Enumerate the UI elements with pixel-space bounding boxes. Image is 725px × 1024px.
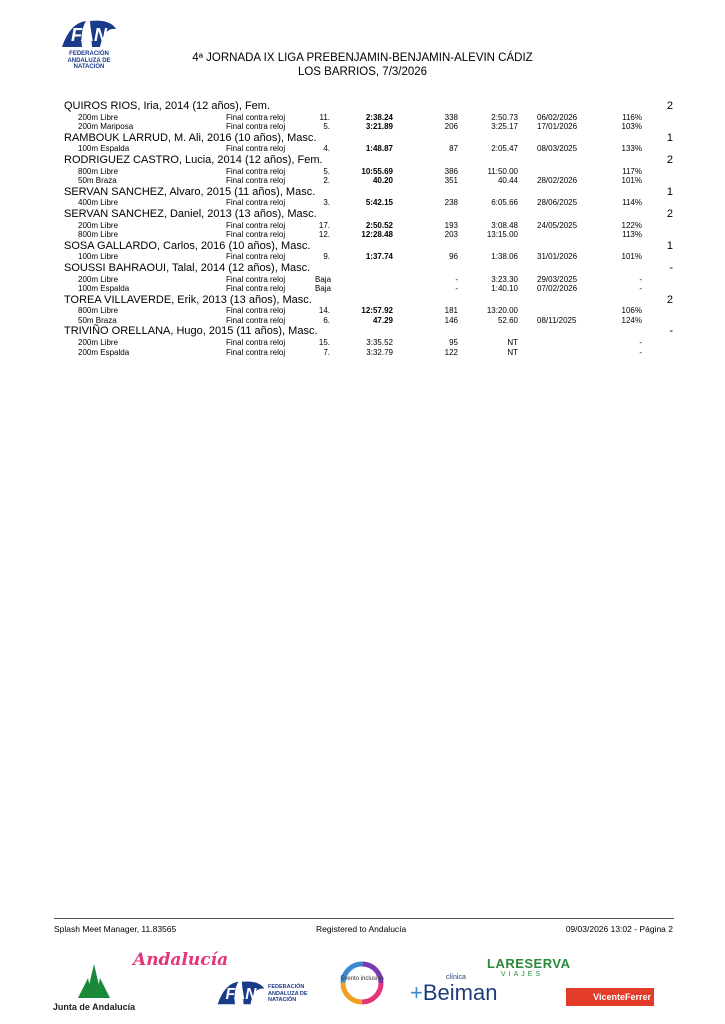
event-row [0,176,725,186]
swimmer-event-count: - [669,325,673,338]
event-name: 200m Libre [78,112,119,122]
event-row [0,275,725,285]
viajes-label: VIAJES [501,971,544,978]
event-percentage: 101% [621,252,642,262]
event-row [0,198,725,208]
vicente-ferrer-logo [566,988,654,1006]
swimmer-name: SOSA GALLARDO, Carlos, 2016 (10 años), Masc. [64,239,311,252]
event-place: 4. [323,144,330,154]
swimmer-event-count: 2 [666,207,673,220]
swimmer-event-count: - [669,261,673,274]
footer-software: Splash Meet Manager, 11.83565 [54,924,177,934]
swimmer-name: RAMBOUK LARRUD, M. Ali, 2016 (10 años), Masc. [64,131,317,144]
event-entry-time: 1:40.10 [491,284,518,294]
event-name: 800m Libre [78,230,119,240]
event-row [0,348,725,358]
event-time: 2:38.24 [365,112,393,122]
lareserva-label: LARESERVA [487,956,571,971]
swimmer-row [0,262,725,275]
event-entry-time: 13:15.00 [486,230,518,240]
event-place: 11. [319,112,330,122]
swimmer-event-count: 1 [666,185,673,198]
event-points: 338 [444,112,458,122]
swimmer-event-count: 2 [666,153,673,166]
event-points: - [455,274,458,284]
event-time: 2:50.52 [365,220,393,230]
event-row [0,113,725,123]
fan-logo-subtitle: FEDERACIÓN ANDALUZA DE NATACIÓN [67,51,111,70]
event-entry-time: 1:38.06 [491,252,518,262]
event-percentage: 114% [622,198,642,208]
event-points: 181 [444,306,458,316]
event-percentage: 103% [621,122,642,132]
swimmer-row [0,325,725,338]
swimmer-row [0,240,725,253]
event-percentage: 113% [622,230,642,240]
fan-sponsor-text: FAN [225,986,257,1004]
event-time: 47.29 [372,315,393,325]
swimmer-event-count: 2 [666,100,673,112]
evento-ring-icon [339,960,385,1006]
event-entry-date: 24/05/2025 [537,220,578,230]
event-place: 3. [323,198,330,208]
footer-divider [54,918,674,919]
event-entry-time: 2:05.47 [491,144,518,154]
event-percentage: - [639,347,642,357]
event-percentage: 106% [621,306,642,316]
event-entry-date: 31/01/2026 [537,252,578,262]
event-row [0,221,725,231]
event-percentage: 101% [621,176,642,186]
event-name: 50m Braza [78,176,117,186]
event-points: 193 [444,220,458,230]
event-points: 87 [449,144,458,154]
event-row [0,252,725,262]
event-place: 12. [318,230,330,240]
swimmer-row [0,154,725,167]
vicente-ferrer-label: VicenteFerrer [593,992,651,1002]
event-name: 100m Espalda [78,284,130,294]
swimmer-name: SOUSSI BAHRAOUI, Talal, 2014 (12 años), Masc. [64,261,311,274]
event-entry-date: 29/03/2025 [537,274,578,284]
event-entry-time: 3:25.17 [491,122,518,132]
event-row [0,338,725,348]
event-name: 200m Mariposa [78,122,134,132]
event-points: 238 [444,198,458,208]
event-row [0,284,725,294]
swimmer-name: RODRIGUEZ CASTRO, Lucia, 2014 (12 años), Fem. [64,153,323,166]
event-time: 5:42.15 [365,198,393,208]
event-entry-date: 07/02/2026 [537,284,578,294]
andalucia-logo: Andalucía [133,950,229,970]
event-round: Final contra reloj [226,176,286,186]
event-name: 200m Libre [78,220,119,230]
event-place: 15. [318,338,330,348]
swimmer-event-count: 1 [666,131,673,144]
event-entry-time: 11:50.00 [487,166,518,176]
swimmer-row [0,100,725,113]
event-round: Final contra reloj [226,230,286,240]
event-percentage: 117% [622,166,642,176]
event-round: Final contra reloj [226,252,286,262]
beiman-plus-icon: + [410,980,423,1005]
swimmer-name: TOREA VILLAVERDE, Erik, 2013 (13 años), Masc. [64,293,312,306]
event-place: 9. [323,252,330,262]
event-round: Final contra reloj [226,198,286,208]
fan-logo-mark [60,17,118,51]
event-round: Final contra reloj [226,144,286,154]
event-round: Final contra reloj [226,112,286,122]
swimmer-name: TRIVIÑO ORELLANA, Hugo, 2015 (11 años), Masc. [64,325,318,338]
results-list [0,100,725,357]
event-round: Final contra reloj [226,220,286,230]
event-round: Final contra reloj [226,166,286,176]
event-points: 386 [444,166,458,176]
swimmer-name: SERVAN SANCHEZ, Daniel, 2013 (13 años), Masc. [64,207,317,220]
event-row [0,122,725,132]
event-round: Final contra reloj [226,274,286,284]
event-name: 100m Espalda [78,144,130,154]
event-entry-date: 08/03/2025 [537,144,578,154]
event-name: 100m Libre [78,252,119,262]
footer-registration: Registered to Andalucía [316,924,407,934]
event-round: Final contra reloj [226,347,286,357]
fan-logo-text: FAN [71,25,107,45]
event-round: Final contra reloj [226,122,286,132]
event-entry-time: NT [507,347,518,357]
event-row [0,144,725,154]
footer-page-info: 09/03/2026 13:02 - Página 2 [565,924,673,934]
event-percentage: - [639,274,642,284]
event-entry-date: 17/01/2026 [537,122,578,132]
event-name: 50m Braza [78,315,117,325]
event-name: 800m Libre [78,306,119,316]
event-place: 5. [323,122,330,132]
event-status: Baja [315,284,332,294]
event-entry-date: 06/02/2026 [537,112,578,122]
event-place: 14. [318,306,330,316]
event-entry-time: 13:20.00 [486,306,518,316]
event-points: - [455,284,458,294]
event-round: Final contra reloj [226,284,286,294]
event-entry-time: NT [507,338,518,348]
swimmer-row [0,186,725,199]
event-entry-time: 40.44 [497,176,518,186]
event-points: 146 [444,315,458,325]
beiman-clinica-label: clínica [446,974,466,981]
page-title: 4ª JORNADA IX LIGA PREBENJAMIN-BENJAMIN-ALEVIN CÁDIZ [192,52,533,64]
event-percentage: 124% [621,315,642,325]
event-status: Baja [315,274,332,284]
beiman-logo [410,974,498,1006]
event-place: 2. [323,176,330,186]
event-entry-date: 28/02/2026 [537,176,578,186]
event-percentage: - [639,284,642,294]
event-time: 3:21.89 [365,122,393,132]
event-time: 40.20 [372,176,393,186]
event-place: 7. [323,347,330,357]
swimmer-row [0,294,725,307]
event-place: 6. [323,315,330,325]
fan-sponsor-subtitle: FEDERACIÓN ANDALUZA DE NATACIÓN [268,984,308,1003]
event-points: 203 [444,230,458,240]
event-points: 96 [449,252,458,262]
swimmer-name: SERVAN SANCHEZ, Alvaro, 2015 (11 años), Masc. [64,185,316,198]
event-points: 351 [444,176,458,186]
event-name: 200m Libre [78,338,119,348]
event-entry-time: 6:05.66 [491,198,518,208]
event-points: 206 [444,122,458,132]
evento-inclusivo-logo [339,960,385,1006]
event-row [0,167,725,177]
event-name: 200m Libre [78,274,119,284]
event-time: 12:57.92 [361,306,393,316]
junta-emblem-icon [44,958,144,1002]
event-entry-date: 28/06/2025 [537,198,578,208]
evento-label: Evento inclusivo [340,976,384,982]
event-round: Final contra reloj [226,306,286,316]
swimmer-row [0,132,725,145]
swimmer-name: QUIROS RIOS, Iria, 2014 (12 años), Fem. [64,100,271,112]
swimmer-event-count: 2 [666,293,673,306]
event-percentage: - [639,338,642,348]
fan-sponsor-mark [216,978,266,1008]
event-round: Final contra reloj [226,315,286,325]
event-time: 3:32.79 [366,347,393,357]
event-time: 12:28.48 [361,230,393,240]
event-row [0,230,725,240]
event-entry-time: 52.60 [497,315,518,325]
junta-andalucia-logo [44,958,144,1016]
event-time: 1:48.87 [365,144,393,154]
event-place: 17. [318,220,330,230]
event-name: 200m Espalda [78,347,130,357]
event-points: 95 [449,338,458,348]
event-name: 800m Libre [78,166,119,176]
swimmer-row [0,208,725,221]
fan-sponsor-logo [216,978,308,1010]
beiman-label: Beiman [422,980,498,1005]
event-entry-time: 3:08.48 [491,220,518,230]
lareserva-logo [487,956,571,978]
page-subtitle: LOS BARRIOS, 7/3/2026 [297,66,428,78]
event-place: 5. [323,166,330,176]
event-round: Final contra reloj [226,338,286,348]
junta-label: Junta de Andalucía [52,1002,136,1012]
event-entry-time: 3:23.30 [491,274,518,284]
event-percentage: 133% [621,144,642,154]
event-time: 1:37.74 [365,252,393,262]
event-time: 3:35.52 [366,338,393,348]
event-row [0,306,725,316]
event-points: 122 [444,347,458,357]
swimmer-event-count: 1 [666,239,673,252]
event-entry-date: 08/11/2025 [537,315,577,325]
event-percentage: 122% [621,220,642,230]
event-percentage: 116% [622,112,642,122]
event-time: 10:55.69 [361,166,393,176]
event-entry-time: 2:50.73 [491,112,518,122]
event-name: 400m Libre [78,198,119,208]
